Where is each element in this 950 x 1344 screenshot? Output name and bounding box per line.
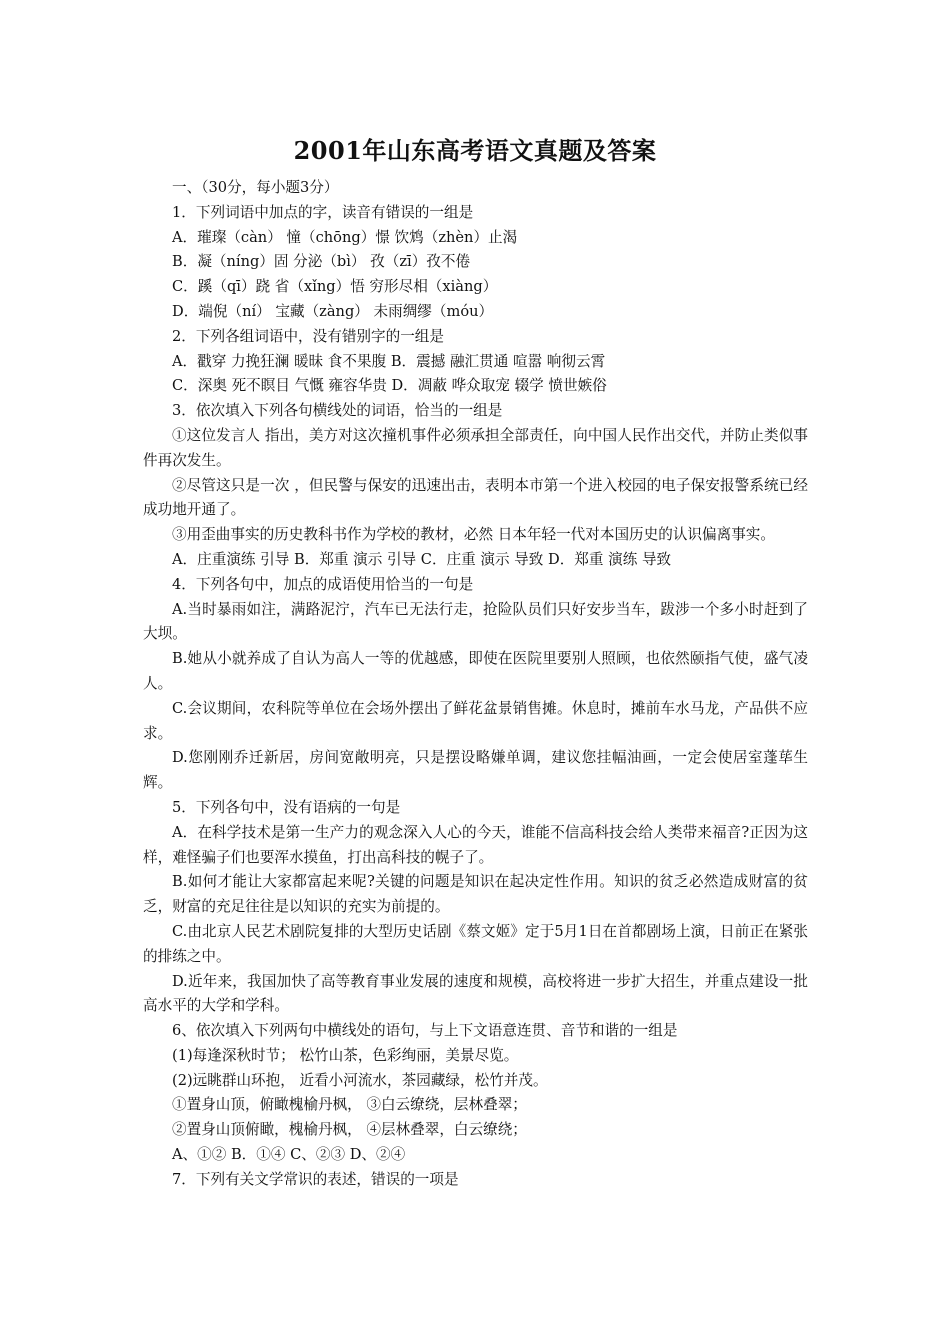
paragraph: B．凝（níng）固 分泌（bì） 孜（zī）孜不倦 (172, 253, 471, 271)
paragraph: 一、（30分，每小题3分） (172, 179, 339, 196)
paragraph: D.您刚刚乔迁新居，房间宽敞明亮，只是摆设略嫌单调，建议您挂幅油画，一定会使居室蓬荜生辉。 (143, 749, 808, 792)
paragraph: C．深奥 死不瞑目 气慨 雍容华贵 D．凋蔽 哗众取宠 辍学 愤世嫉俗 (172, 377, 607, 395)
paragraph: A．庄重演练 引导 B．郑重 演示 引导 C．庄重 演示 导致 D．郑重 演练 导致 (172, 550, 672, 568)
paragraph: C.会议期间，农科院等单位在会场外摆出了鲜花盆景销售摊。休息时，摊前车水马龙，产品供不应求。 (143, 699, 808, 742)
paragraph: A．在科学技术是第一生产力的观念深入人心的今天，谁能不信高科技会给人类带来福音?正因为这样，难怪骗子们也要浑水摸鱼，打出高科技的幌子了。 (143, 823, 808, 866)
paragraph: ②置身山顶俯瞰，槐榆丹枫， ④层林叠翠，白云缭绕； (172, 1121, 527, 1139)
paragraph: (1)每逢深秋时节； 松竹山茶，色彩绚丽，美景尽览。 (172, 1046, 519, 1064)
paragraph: ③用歪曲事实的历史教科书作为学校的教材，必然 日本年轻一代对本国历史的认识偏离事实。 (172, 526, 775, 544)
paragraph: (2)远眺群山环抱， 近看小河流水，茶园藏绿，松竹并茂。 (172, 1071, 548, 1089)
paragraph: 4．下列各句中，加点的成语使用恰当的一句是 (172, 575, 474, 593)
document-body (143, 176, 808, 1193)
paragraph: ①这位发言人 指出，美方对这次撞机事件必须承担全部责任，向中国人民作出交代，并防止类似事件再次发生。 (143, 426, 808, 469)
paragraph: A．戳穿 力挽狂澜 暖昧 食不果腹 B．震撼 融汇贯通 喧嚣 响彻云霄 (172, 352, 606, 370)
paragraph: 7．下列有关文学常识的表述，错误的一项是 (172, 1170, 459, 1188)
document-title: 2001年山东高考语文真题及答案 (293, 136, 657, 165)
paragraph: 5．下列各句中，没有语病的一句是 (172, 798, 401, 816)
paragraph: A、①② B．①④ C、②③ D、②④ (172, 1146, 406, 1164)
paragraph: B.她从小就养成了自认为高人一等的优越感，即使在医院里要别人照顾，也依然颐指气使，盛气凌人。 (143, 650, 808, 692)
paragraph: ①置身山顶，俯瞰槐榆丹枫， ③白云缭绕，层林叠翠； (172, 1096, 527, 1114)
paragraph: A.当时暴雨如注，满路泥泞，汽车已无法行走，抢险队员们只好安步当车，跋涉一个多小时赶到了大坝。 (143, 600, 808, 643)
paragraph: 3．依次填入下列各句横线处的词语，恰当的一组是 (172, 402, 503, 420)
paragraph: D．端倪（ní） 宝藏（zàng） 未雨绸缪（móu） (172, 302, 494, 320)
paragraph: 6、依次填入下列两句中横线处的语句，与上下文语意连贯、音节和谐的一组是 (172, 1022, 678, 1040)
paragraph: ②尽管这只是一次 ，但民警与保安的迅速出击，表明本市第一个进入校园的电子保安报警系统已经成功地开通了。 (143, 476, 808, 519)
paragraph: C.由北京人民艺术剧院复排的大型历史话剧《蔡文姬》定于5月1日在首都剧场上演，日前正在紧张的排练之中。 (143, 922, 808, 965)
paragraph: A．璀璨（càn） 憧（chōng）憬 饮鸩（zhèn）止渴 (172, 228, 518, 246)
paragraph: 1．下列词语中加点的字，读音有错误的一组是 (172, 203, 474, 221)
paragraph: C．蹊（qī）跷 省（xǐng）悟 穷形尽相（xiàng） (172, 278, 498, 296)
paragraph: D.近年来，我国加快了高等教育事业发展的速度和规模，高校将进一步扩大招生，并重点建设一批高水平的大学和学科。 (143, 972, 808, 1015)
paragraph: B.如何才能让大家都富起来呢?关键的问题是知识在起决定性作用。知识的贫乏必然造成财富的贫乏，财富的充足往往是以知识的充实为前提的。 (143, 873, 808, 916)
paragraph: 2．下列各组词语中，没有错别字的一组是 (172, 327, 444, 345)
